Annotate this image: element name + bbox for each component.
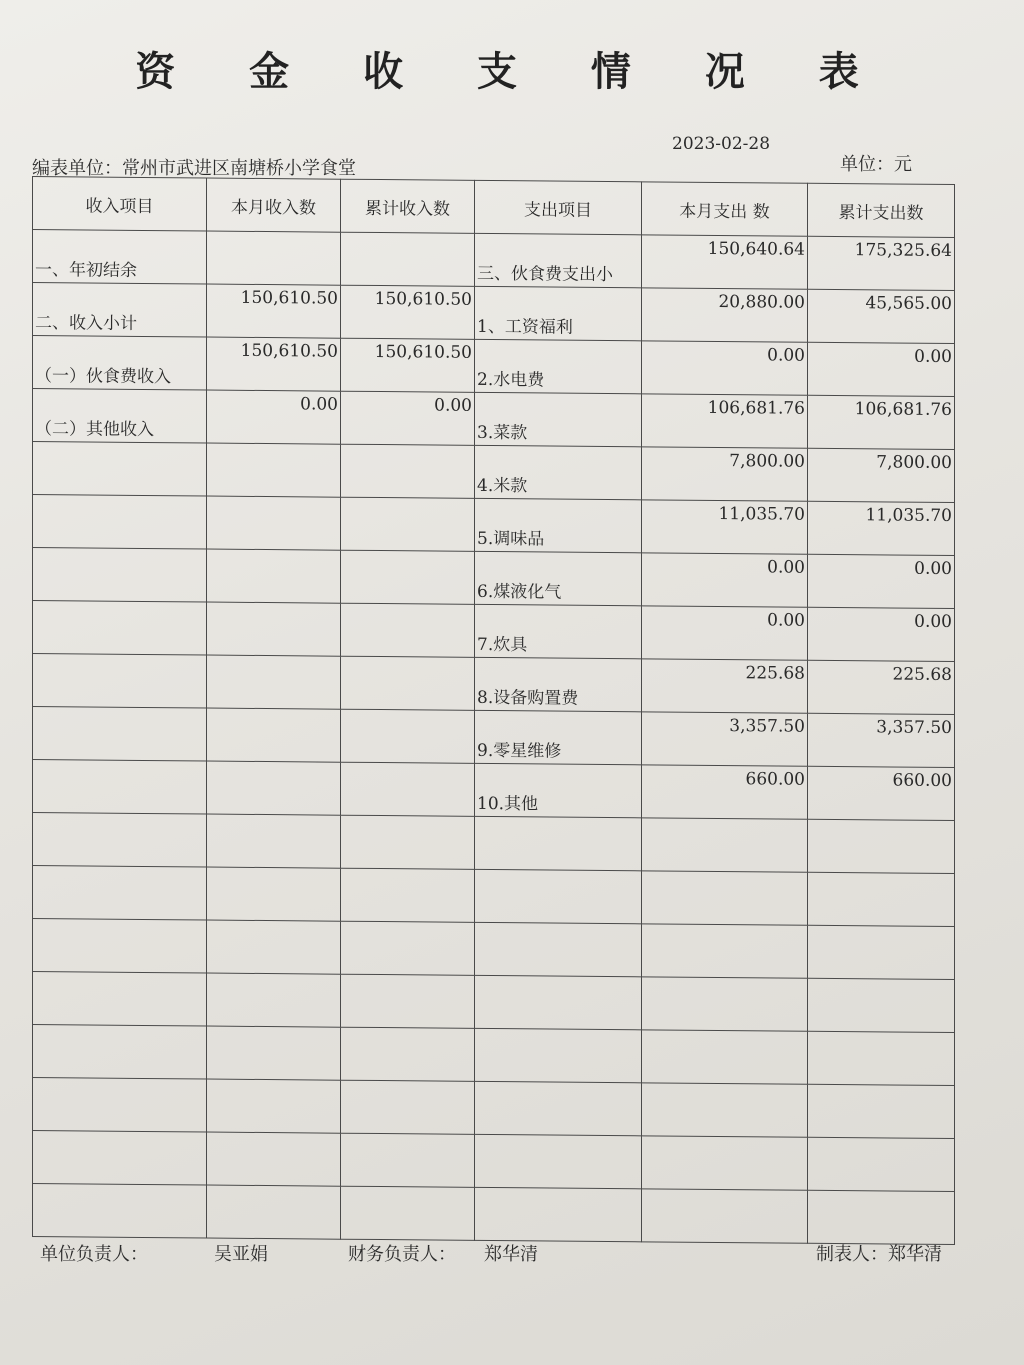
table-row [33,230,955,291]
cell-expense-month-text: 225.68 [745,663,805,684]
table-header-row [33,177,955,238]
cell-expense-total-text: 7,800.00 [876,452,952,474]
table-row [33,283,955,344]
cell-expense-item [475,233,642,287]
cell-expense-month [642,606,808,660]
cell-expense-month-text: 0.00 [767,345,805,366]
cell-expense-month-text: 3,357.50 [729,716,805,737]
header-expense-month: 本月支出 数 [642,182,808,236]
cell-expense-total [808,289,955,343]
cell-expense-month [642,235,808,289]
cell-income-month [207,231,341,285]
cell-income-total-text: 0.00 [434,395,472,416]
table-row [33,919,955,980]
cell-income-total [341,444,475,498]
cell-income-month [207,443,341,497]
cell-expense-item [475,657,642,711]
cell-expense-total-text: 45,565.00 [865,293,952,315]
cell-expense-total [808,554,955,608]
report-date: 2023-02-28 [672,134,771,154]
cell-income-month [207,496,341,550]
cell-income-item-text: 一、年初结余 [35,260,137,281]
cell-income-month [207,761,341,815]
cell-income-total [341,338,475,392]
cell-income-item [33,1025,207,1080]
table-row [33,707,955,768]
cell-expense-month [642,1030,808,1084]
cell-expense-total-text: 175,325.64 [854,240,952,262]
table-row [33,548,955,609]
cell-income-month [207,1026,341,1080]
cell-expense-total-text: 11,035.70 [865,505,952,527]
cell-income-month [207,920,341,974]
cell-income-item-text: （一）伙食费收入 [35,366,171,388]
cell-expense-item [475,392,642,446]
preparer: 制表人：郑华清 [816,1244,942,1265]
cell-expense-month [642,500,808,554]
cell-income-total-text: 150,610.50 [374,288,472,310]
table-row [33,972,955,1033]
reporting-unit: 编表单位：常州市武进区南塘桥小学食堂 [32,158,356,179]
cell-expense-month [642,1189,808,1243]
cell-income-total [341,285,475,339]
cell-expense-total [808,819,955,873]
cell-expense-total [808,1137,955,1191]
cell-income-item [33,1078,207,1133]
cell-income-total [341,815,475,869]
cell-expense-item-text: 3.菜款 [477,422,528,444]
cell-expense-item-text: 4.米款 [477,475,528,497]
finance-head-name: 郑华清 [484,1244,538,1265]
cell-income-month [207,1132,341,1186]
cell-income-item [33,813,207,868]
cell-expense-item [475,551,642,605]
cell-expense-total [808,1084,955,1138]
cell-expense-total [808,342,955,396]
cell-expense-month-text: 660.00 [745,769,805,790]
cell-expense-item [475,710,642,764]
cell-expense-total-text: 225.68 [892,664,952,686]
cell-income-item [33,654,207,709]
cell-expense-month [642,553,808,607]
cell-expense-month [642,924,808,978]
table-row [33,495,955,556]
cell-expense-month [642,871,808,925]
table-row [33,1131,955,1192]
cell-expense-month [642,1083,808,1137]
cell-expense-item-text: 5.调味品 [477,528,545,550]
cell-income-total [341,974,475,1028]
cell-income-item [33,1184,207,1239]
table-row [33,866,955,927]
cell-expense-month [642,341,808,395]
cell-expense-total [808,713,955,767]
cell-income-item [33,283,207,338]
header-income-total: 累计收入数 [341,179,475,233]
cell-expense-month-text: 0.00 [767,610,805,631]
table-row [33,389,955,450]
cell-expense-month-text: 11,035.70 [718,503,805,525]
cell-income-month-text: 150,610.50 [240,287,338,309]
cell-income-item [33,707,207,762]
cell-income-month [207,337,341,391]
cell-expense-item-text: 三、伙食费支出小 [477,263,613,286]
cell-income-month [207,973,341,1027]
cell-expense-total [808,395,955,449]
cell-income-total [341,232,475,286]
cell-income-month [207,655,341,709]
cell-expense-item [475,816,642,870]
cell-expense-month [642,394,808,448]
cell-income-total [341,1133,475,1187]
cell-income-month [207,549,341,603]
header-income-month: 本月收入数 [207,178,341,232]
table-row [33,760,955,821]
header-expense-item: 支出项目 [475,180,642,234]
table-row [33,336,955,397]
cell-income-item [33,866,207,921]
table-row [33,601,955,662]
cell-expense-total-text: 0.00 [914,558,952,580]
cell-expense-total [808,978,955,1032]
cell-expense-month [642,818,808,872]
header-expense-total: 累计支出数 [808,183,955,237]
cell-expense-item-text: 6.煤液化气 [477,581,562,603]
cell-income-total [341,550,475,604]
cell-expense-item-text: 1、工资福利 [477,316,573,338]
cell-expense-total-text: 660.00 [892,770,952,792]
cell-income-month [207,390,341,444]
cell-income-total [341,656,475,710]
table-row [33,1078,955,1139]
cell-expense-month [642,659,808,713]
cell-expense-total-text: 0.00 [914,346,952,368]
table-row [33,442,955,503]
cell-income-month-text: 150,610.50 [240,340,338,362]
cell-income-total [341,497,475,551]
cell-expense-item [475,339,642,393]
cell-income-total [341,603,475,657]
cell-expense-total-text: 106,681.76 [854,399,952,421]
cell-income-month [207,1079,341,1133]
cell-expense-total-text: 3,357.50 [876,717,952,739]
cell-expense-item [475,1187,642,1241]
cell-expense-total [808,872,955,926]
cell-income-item [33,495,207,550]
finance-head-label: 财务负责人： [348,1244,456,1265]
cell-expense-month [642,288,808,342]
cell-income-total [341,1080,475,1134]
cell-income-item [33,442,207,497]
cell-expense-item [475,1081,642,1135]
cell-expense-item [475,975,642,1029]
cell-income-item [33,760,207,815]
cell-expense-month [642,977,808,1031]
header-income-item: 收入项目 [33,177,207,232]
cell-income-total [341,868,475,922]
cell-expense-month [642,447,808,501]
cell-income-item-text: （二）其他收入 [35,419,154,441]
cell-income-item [33,1131,207,1186]
cell-expense-month-text: 150,640.64 [707,238,805,260]
cell-expense-item-text: 10.其他 [477,793,539,815]
cell-expense-item [475,1028,642,1082]
currency-unit: 单位：元 [840,154,912,175]
cell-expense-item [475,604,642,658]
cell-income-item [33,601,207,656]
cell-expense-item [475,922,642,976]
cell-income-month [207,284,341,338]
table-body [33,230,955,1245]
unit-head-name: 吴亚娟 [214,1244,268,1265]
cell-expense-item-text: 9.零星维修 [477,740,562,762]
cell-expense-item [475,869,642,923]
cell-income-month [207,814,341,868]
cell-expense-month [642,765,808,819]
cell-expense-month-text: 20,880.00 [718,291,805,313]
cell-expense-total-text: 0.00 [914,611,952,633]
cell-expense-total [808,1031,955,1085]
cell-income-month-text: 0.00 [300,394,338,415]
cell-expense-total [808,236,955,290]
cell-income-month [207,1185,341,1239]
cell-expense-item [475,1134,642,1188]
cell-expense-month [642,712,808,766]
cell-income-item-text: 二、收入小计 [35,313,137,334]
cell-income-item [33,389,207,444]
cell-income-total [341,1186,475,1240]
cell-expense-item [475,286,642,340]
cell-income-total [341,1027,475,1081]
cell-income-item [33,548,207,603]
income-expense-table [32,176,955,1245]
cell-income-total-text: 150,610.50 [374,341,472,363]
cell-expense-item-text: 7.炊具 [477,634,528,656]
cell-expense-month-text: 106,681.76 [707,397,805,419]
document-title: 资 金 收 支 情 况 表 [135,48,889,95]
cell-expense-total [808,607,955,661]
cell-income-total [341,921,475,975]
cell-income-item [33,919,207,974]
cell-expense-total [808,925,955,979]
cell-income-month [207,708,341,762]
cell-expense-month-text: 0.00 [767,557,805,578]
cell-expense-total [808,1190,955,1244]
cell-income-month [207,867,341,921]
cell-income-total [341,709,475,763]
cell-expense-total [808,766,955,820]
cell-income-total [341,762,475,816]
cell-expense-item [475,445,642,499]
cell-income-item [33,336,207,391]
cell-expense-month [642,1136,808,1190]
table-row [33,1184,955,1245]
cell-income-total [341,391,475,445]
cell-income-item [33,230,207,285]
cell-income-item [33,972,207,1027]
cell-expense-item-text: 8.设备购置费 [477,687,579,709]
unit-head-label: 单位负责人： [40,1244,148,1265]
cell-expense-total [808,448,955,502]
table-row [33,1025,955,1086]
cell-expense-item [475,498,642,552]
cell-income-month [207,602,341,656]
cell-expense-item [475,763,642,817]
table-row [33,813,955,874]
cell-expense-month-text: 7,800.00 [729,451,805,472]
cell-expense-total [808,660,955,714]
table-row [33,654,955,715]
cell-expense-item-text: 2.水电费 [477,369,545,391]
cell-expense-total [808,501,955,555]
